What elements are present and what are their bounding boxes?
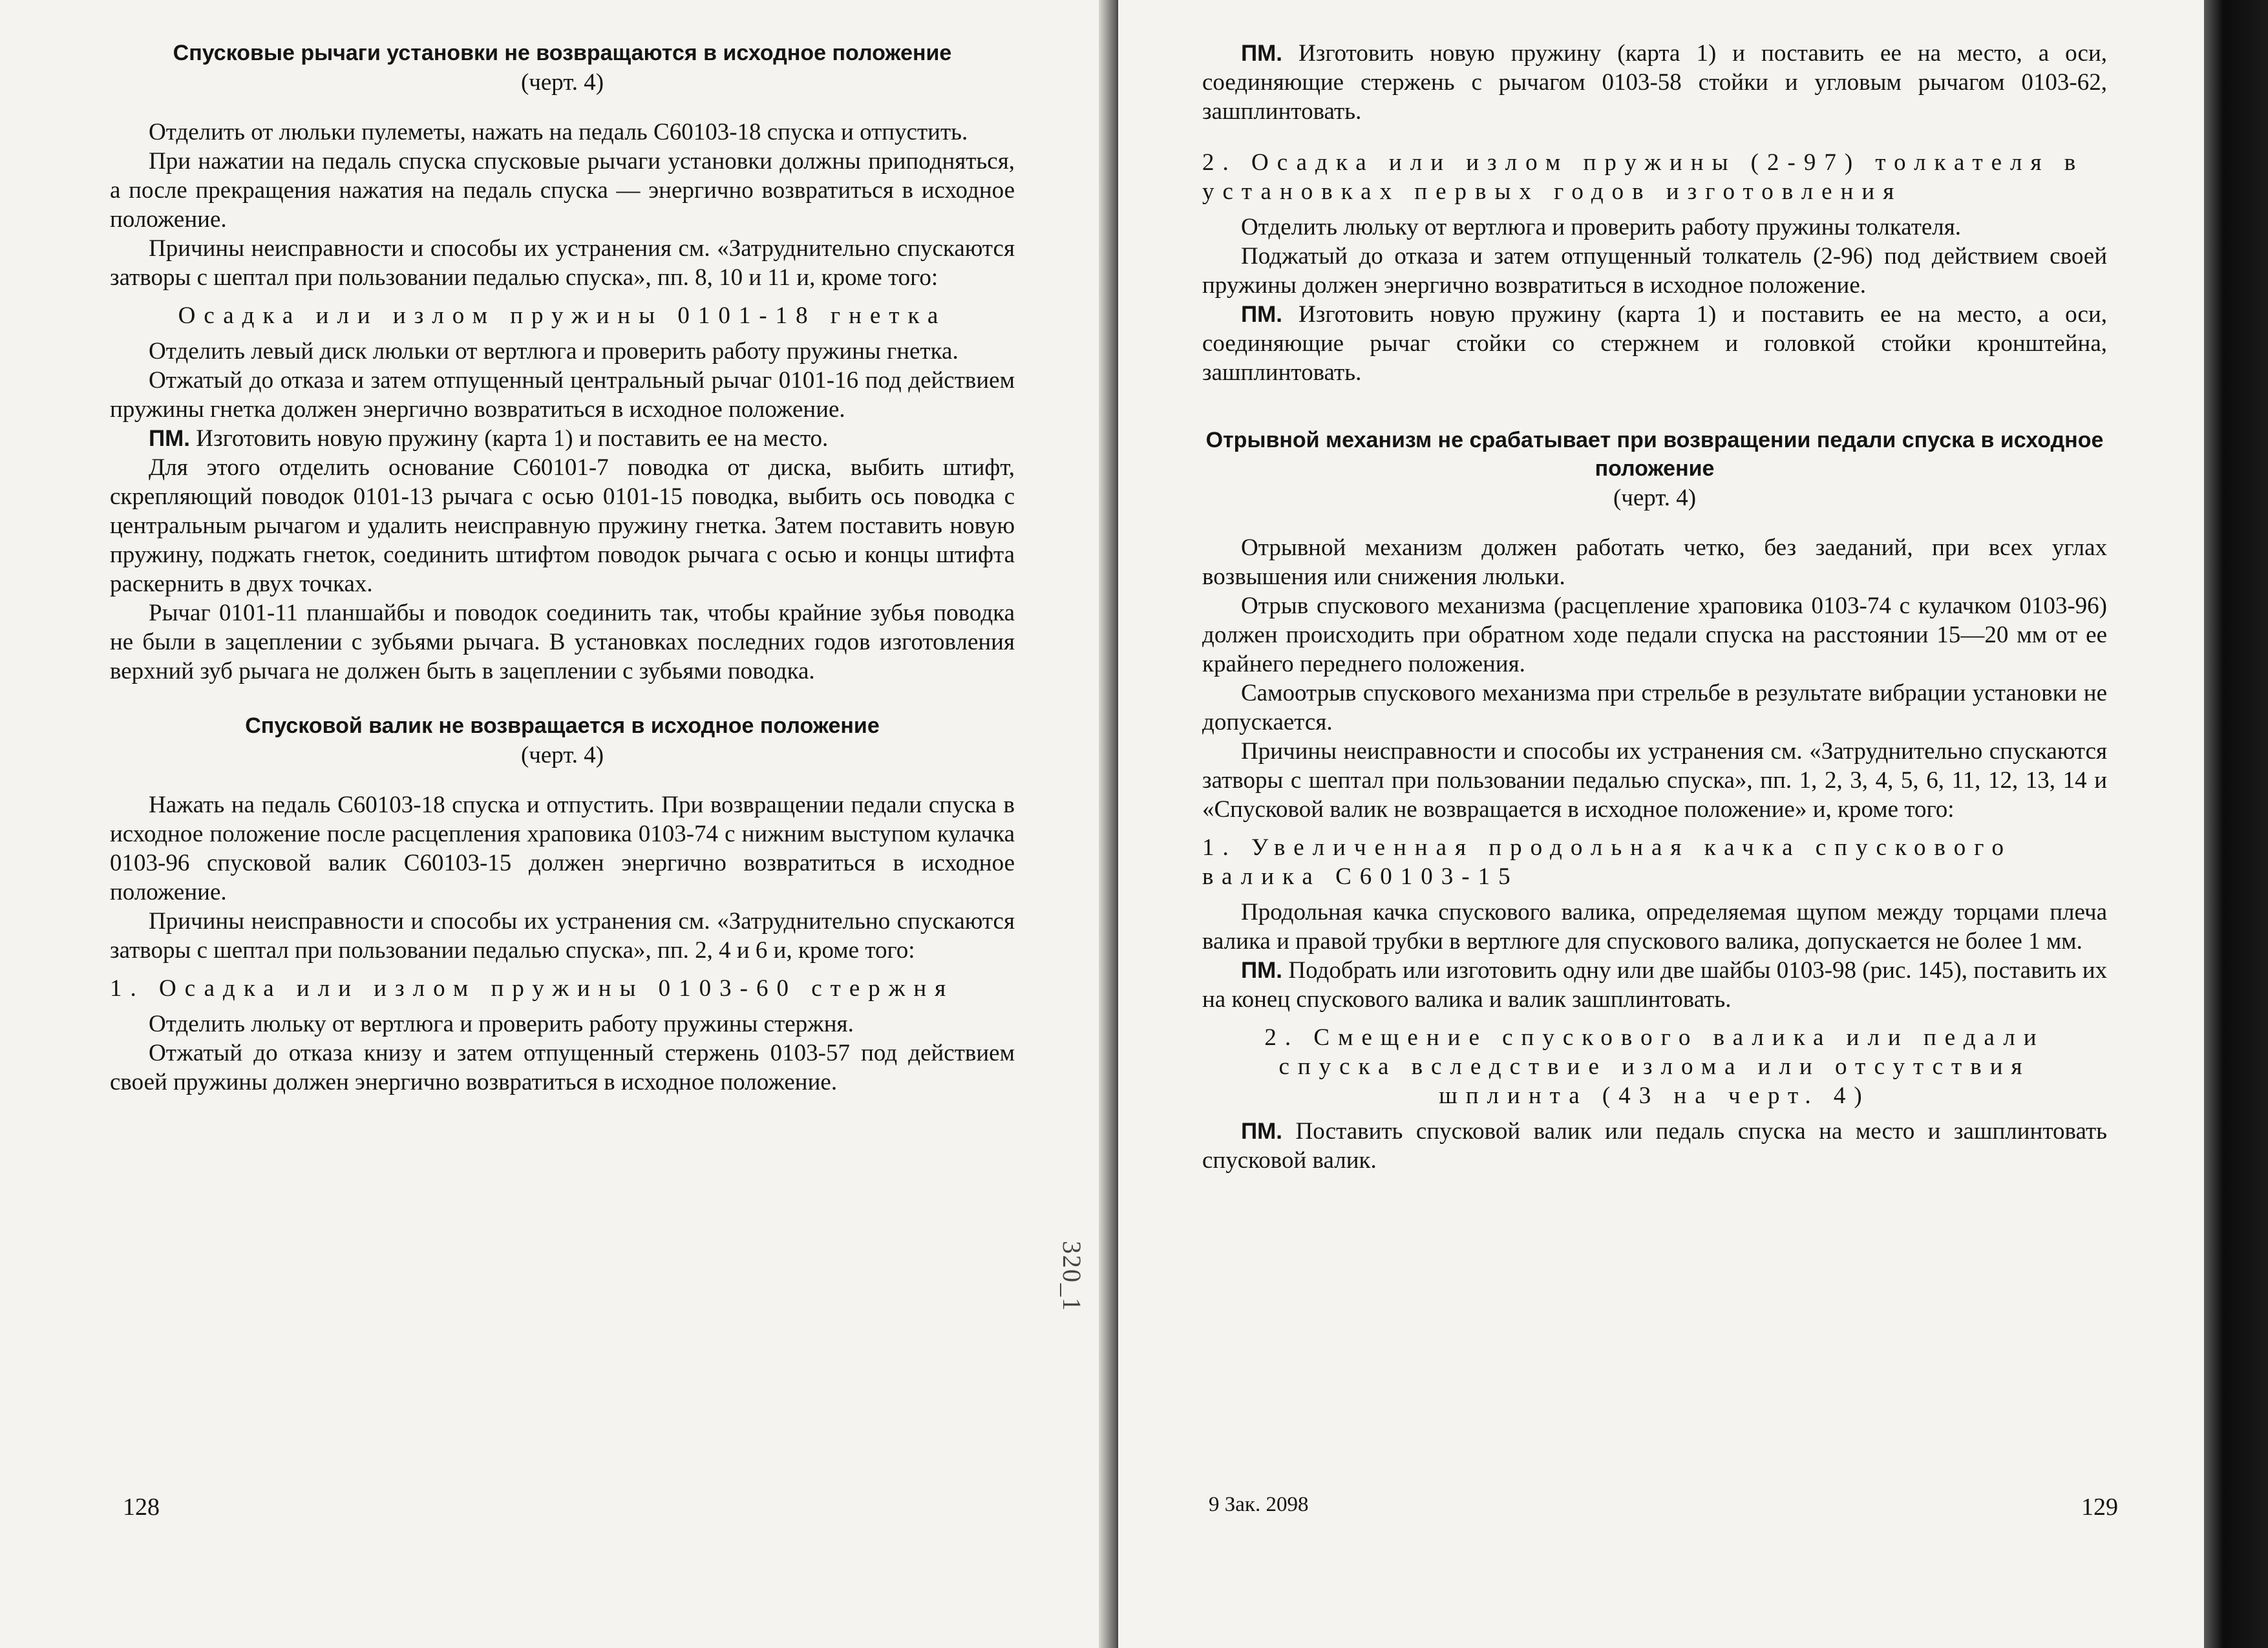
gutter-stamp: 320_1 [1057, 1241, 1086, 1312]
paragraph: Причины неисправности и способы их устранения см. «Затруднительно спускаются затворы с шептал при пользовании педалью спуска», пп. 2, 4 и 6 и, кроме того: [110, 908, 1015, 964]
paragraph: Нажать на педаль С60103-18 спуска и отпустить. При возвращении педали спуска в исходное положение после расцепления храповика 0103-74 с нижним выступом кулачка 0103-96 спусковой валик С60103-15 должен энергично возвратиться в исходное положение. [110, 792, 1015, 905]
subsection-heading-rod-spring: 1. Осадка или излом пружины 0103-60 стержня [110, 975, 955, 1002]
book-edge [2204, 0, 2268, 1648]
right-page [1118, 0, 2204, 1648]
pm-label: ПМ. [1241, 1119, 1283, 1144]
paragraph: Отделить люльку от вертлюга и проверить работу пружины стержня. [149, 1011, 854, 1037]
repair-instruction [1202, 956, 2107, 1014]
subsection-heading-pusher-spring: 2. Осадка или излом пружины (2-97) толкателя в установках первых годов изготовления [1202, 149, 2084, 205]
repair-instruction [1202, 39, 2107, 126]
paragraph: Отрыв спускового механизма (расцепление храповика 0103-74 с кулачком 0103-96) должен происходить при обратном ходе педали спуска на расстоянии 15—20 мм от ее крайнего переднего положения. [1202, 593, 2107, 677]
paragraph: Причины неисправности и способы их устранения см. «Затруднительно спускаются затворы с шептал при пользовании педалью спуска», пп. 1, 2, 3, 4, 5, 6, 11, 12, 13, 14 и «Спусковой валик не возвращается в исходное положение» и, кроме того: [1202, 738, 2107, 823]
pm-text: Поставить спусковой валик или педаль спуска на место и зашплинтовать спусковой валик. [1202, 1118, 2107, 1174]
pm-label: ПМ. [1241, 41, 1283, 66]
paragraph: Продольная качка спускового валика, определяемая щупом между торцами плеча валика и правой трубки в вертлюге для спускового валика, допускается не более 1 мм. [1202, 899, 2107, 955]
pm-text: Изготовить новую пружину (карта 1) и поставить ее на место. [190, 425, 829, 452]
pm-label: ПМ. [149, 426, 191, 451]
drawing-reference: (черт. 4) [1613, 485, 1697, 511]
paragraph: Рычаг 0101-11 планшайбы и поводок соединить так, чтобы крайние зубья поводка не были в зацеплении с зубьями рычага. В установках последних годов изготовления верхний зуб рычага не должен быть в зацеплении с зубьями поводка. [110, 600, 1015, 684]
subsection-heading-axial-play: 1. Увеличенная продольная качка спускового валика С60103-15 [1202, 834, 2012, 890]
repair-instruction [110, 424, 1015, 453]
paragraph: Отделить от люльки пулеметы, нажать на педаль С60103-18 спуска и отпустить. [149, 119, 968, 145]
pm-text: Изготовить новую пружину (карта 1) и поставить ее на место, а оси, соединяющие стержень с рычагом 0103-58 стойки и угловым рычагом 0103-62, зашплинтовать. [1202, 40, 2107, 125]
right-page-text-column [1202, 39, 2107, 1175]
section-heading-release-levers: Спусковые рычаги установки не возвращаются в исходное положение [173, 41, 952, 65]
pm-label: ПМ. [1241, 958, 1283, 983]
paragraph: При нажатии на педаль спуска спусковые рычаги установки должны приподняться, а после прекращения нажатия на педаль спуска — энергично возвратиться в исходное положение. [110, 148, 1015, 233]
paragraph: Поджатый до отказа и затем отпущенный толкатель (2-96) под действием своей пружины должен энергично возвратиться в исходное положение. [1202, 243, 2107, 299]
paragraph: Отрывной механизм должен работать четко, без заеданий, при всех углах возвышения или снижения люльки. [1202, 534, 2107, 590]
section-heading-breakaway-mechanism: Отрывной механизм не срабатывает при возвращении педали спуска в исходное положение [1205, 428, 2104, 481]
drawing-reference: (черт. 4) [520, 742, 604, 768]
paragraph: Для этого отделить основание С60101-7 поводка от диска, выбить штифт, скрепляющий поводок 0101-13 рычага с осью 0101-15 поводка, выбить ось поводка с центральным рычагом и удалить неисправную пружину гнетка. Затем поставить новую пружину, поджать гнеток, соединить штифтом поводок рычага с осью и концы штифта раскернить в двух точках. [110, 454, 1015, 597]
repair-instruction [1202, 1117, 2107, 1175]
left-page-text-column [110, 39, 1015, 1097]
pm-text: Изготовить новую пружину (карта 1) и поставить ее на место, а оси, соединяющие рычаг стойки со стержнем и головкой стойки кронштейна, зашплинтовать. [1202, 301, 2107, 386]
paragraph: Отделить люльку от вертлюга и проверить работу пружины толкателя. [1241, 214, 1962, 240]
section-heading-release-shaft: Спусковой валик не возвращается в исходное положение [245, 713, 880, 738]
subsection-heading-spring: Осадка или излом пружины 0101-18 гнетка [178, 302, 947, 329]
left-page [0, 0, 1112, 1648]
pm-label: ПМ. [1241, 302, 1283, 327]
paragraph: Отжатый до отказа книзу и затем отпущенный стержень 0103-57 под действием своей пружины должен энергично возвратиться в исходное положение. [110, 1040, 1015, 1095]
paragraph: Отжатый до отказа и затем отпущенный центральный рычаг 0101-16 под действием пружины гнетка должен энергично возвратиться в исходное положение. [110, 367, 1015, 423]
drawing-reference: (черт. 4) [520, 69, 604, 96]
subsection-heading-displacement: 2. Смещение спускового валика или педали спуска вследствие излома или отсутствия шплинта (43 на черт. 4) [1264, 1024, 2045, 1109]
pm-text: Подобрать или изготовить одну или две шайбы 0103-98 (рис. 145), поставить их на конец спускового валика и валик зашплинтовать. [1202, 957, 2107, 1013]
paragraph: Самоотрыв спускового механизма при стрельбе в результате вибрации установки не допускается. [1202, 680, 2107, 735]
order-footer: 9 Зак. 2098 [1209, 1493, 1309, 1516]
page-number: 128 [123, 1494, 160, 1521]
paragraph: Отделить левый диск люльки от вертлюга и проверить работу пружины гнетка. [149, 338, 959, 364]
page-number: 129 [2081, 1494, 2118, 1521]
paragraph: Причины неисправности и способы их устранения см. «Затруднительно спускаются затворы с шептал при пользовании педалью спуска», пп. 8, 10 и 11 и, кроме того: [110, 235, 1015, 291]
repair-instruction [1202, 300, 2107, 387]
